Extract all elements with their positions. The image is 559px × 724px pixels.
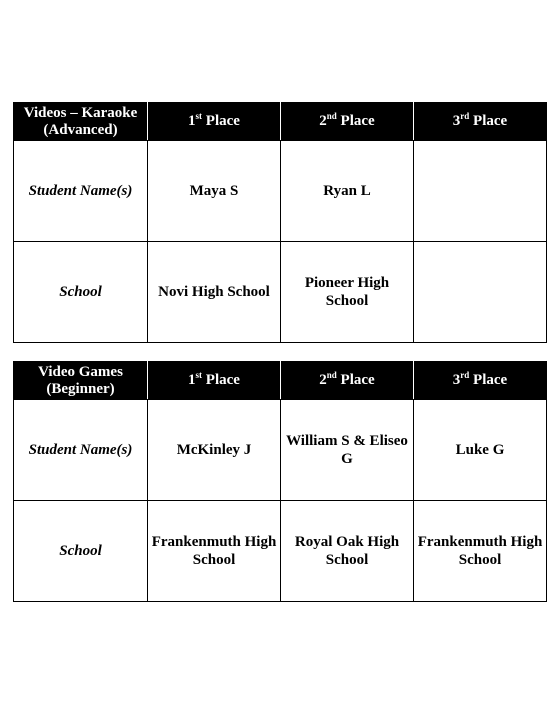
row-label-school: School: [14, 501, 148, 602]
second-place-header: 2nd Place: [281, 103, 414, 141]
row-label-student-names: Student Name(s): [14, 400, 148, 501]
first-place-header: 1st Place: [148, 362, 281, 400]
first-place-school: Novi High School: [148, 242, 281, 343]
table-row: [14, 400, 547, 501]
third-place-school: [414, 242, 547, 343]
results-table-karaoke: [13, 102, 547, 343]
second-place-student: William S & Eliseo G: [281, 400, 414, 501]
table-row: [14, 242, 547, 343]
first-place-student: Maya S: [148, 141, 281, 242]
table-header-row: [14, 362, 547, 400]
second-place-student: Ryan L: [281, 141, 414, 242]
second-place-header: 2nd Place: [281, 362, 414, 400]
table-row: [14, 501, 547, 602]
third-place-header: 3rd Place: [414, 362, 547, 400]
first-place-student: McKinley J: [148, 400, 281, 501]
third-place-student: Luke G: [414, 400, 547, 501]
table-header-row: [14, 103, 547, 141]
second-place-school: Royal Oak High School: [281, 501, 414, 602]
table-row: [14, 141, 547, 242]
third-place-school: Frankenmuth High School: [414, 501, 547, 602]
results-table-video-games: [13, 361, 547, 602]
row-label-school: School: [14, 242, 148, 343]
row-label-student-names: Student Name(s): [14, 141, 148, 242]
third-place-student: [414, 141, 547, 242]
category-header: Video Games (Beginner): [14, 362, 148, 400]
first-place-school: Frankenmuth High School: [148, 501, 281, 602]
third-place-header: 3rd Place: [414, 103, 547, 141]
second-place-school: Pioneer High School: [281, 242, 414, 343]
first-place-header: 1st Place: [148, 103, 281, 141]
category-header: Videos – Karaoke (Advanced): [14, 103, 148, 141]
